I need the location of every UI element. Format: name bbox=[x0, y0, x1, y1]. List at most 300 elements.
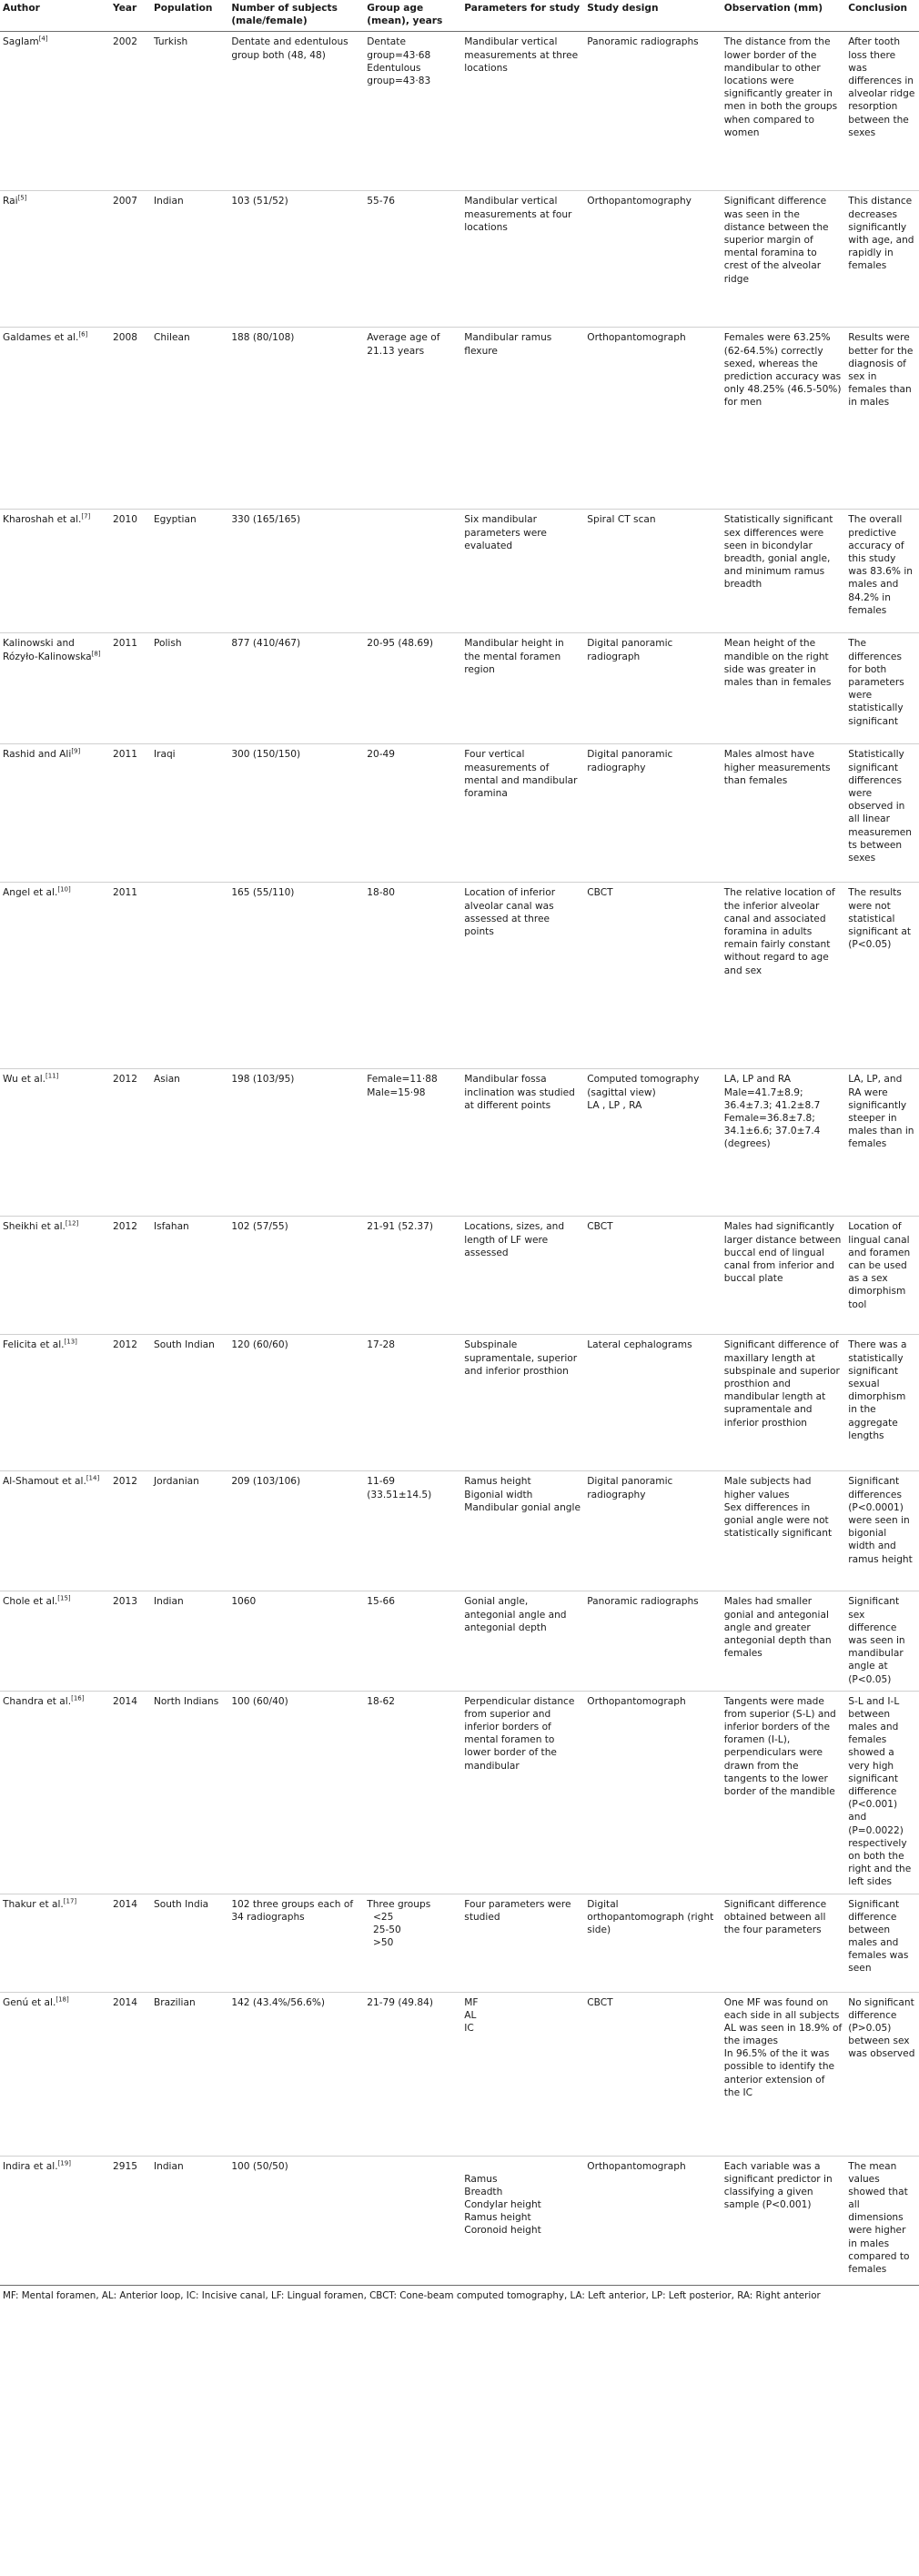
group-age-cell-line: >50 bbox=[367, 1937, 394, 1949]
subjects-cell-line: 103 (51/52) bbox=[231, 196, 288, 207]
author-name: Angel et al. bbox=[3, 887, 58, 899]
group-age-cell-line: 20-95 (48.69) bbox=[367, 638, 433, 650]
conclusion-cell bbox=[845, 1471, 919, 1591]
table-row bbox=[0, 1217, 919, 1335]
observation-cell bbox=[722, 510, 846, 633]
parameters-cell-line: Six mandibular parameters were evaluated bbox=[464, 514, 550, 551]
parameters-cell-line: Locations, sizes, and length of LF were assessed bbox=[464, 1221, 568, 1258]
observation-cell-line: Male subjects had higher values bbox=[723, 1476, 814, 1500]
parameters-cell bbox=[461, 744, 584, 883]
parameters-cell-line: Mandibular ramus flexure bbox=[464, 332, 555, 357]
subjects-cell bbox=[228, 2156, 364, 2285]
population-cell: Egyptian bbox=[151, 510, 228, 633]
parameters-cell bbox=[461, 2156, 584, 2285]
table-footnote: MF: Mental foramen, AL: Anterior loop, IC: Incisive canal, LF: Lingual foramen, CBCT: Cone-beam computed tomography, LA: Left anterior, LP: Left posterior, RA: Right anterior bbox=[3, 2289, 821, 2301]
header-author: Author bbox=[0, 0, 110, 32]
conclusion-cell-line: Statistically significant differences were observed in all linear measurements between sexes bbox=[848, 749, 913, 864]
population-cell: Indian bbox=[151, 2156, 228, 2285]
observation-cell-line: The relative location of the inferior alveolar canal and associated foramina in adults remain fairly constant without regard to age and sex bbox=[723, 887, 839, 976]
year-cell: 2002 bbox=[110, 32, 151, 191]
observation-cell-line: Significant difference was seen in the distance between the superior margin of mental foramina to crest of the alveolar ridge bbox=[723, 196, 832, 285]
parameters-cell-line: Four parameters were studied bbox=[464, 1898, 574, 1923]
group-age-cell-line: 21-79 (49.84) bbox=[367, 1996, 433, 2008]
parameters-cell-line: IC bbox=[464, 2022, 474, 2034]
conclusion-cell-line: Significant difference between males and females was seen bbox=[848, 1898, 912, 1975]
conclusion-cell bbox=[845, 1691, 919, 1894]
study-design-cell-line: Computed tomography (sagittal view) bbox=[587, 1074, 702, 1098]
year-cell: 2014 bbox=[110, 1691, 151, 1894]
subjects-cell-line: 102 three groups each of 34 radiographs bbox=[231, 1898, 357, 1923]
subjects-cell-line: 877 (410/467) bbox=[231, 638, 301, 650]
parameters-cell-line bbox=[464, 2160, 581, 2173]
conclusion-cell-line: After tooth loss there was differences in alveolar ridge resorption between the sexes bbox=[848, 36, 918, 138]
author-name: Kharoshah et al. bbox=[3, 514, 82, 526]
table-header bbox=[0, 0, 919, 32]
observation-cell bbox=[722, 191, 846, 328]
group-age-cell-line: 15-66 bbox=[367, 1596, 396, 1608]
author-name: Thakur et al. bbox=[3, 1898, 64, 1910]
subjects-cell bbox=[228, 1894, 364, 1992]
year-cell: 2007 bbox=[110, 191, 151, 328]
parameters-cell bbox=[461, 1691, 584, 1894]
observation-cell bbox=[722, 1217, 846, 1335]
author-name: Galdames et al. bbox=[3, 332, 79, 344]
group-age-cell-line: 18-80 bbox=[367, 887, 396, 899]
conclusion-cell-line: The differences for both parameters were statistically significant bbox=[848, 638, 908, 727]
observation-cell-line: Males almost have higher measurements than females bbox=[723, 749, 833, 786]
conclusion-cell-line: The overall predictive accuracy of this study was 83.6% in males and 84.2% in females bbox=[848, 514, 916, 616]
group-age-cell-line: <25 bbox=[367, 1911, 394, 1923]
study-design-cell-line: Digital panoramic radiography bbox=[587, 749, 676, 773]
conclusion-cell bbox=[845, 633, 919, 744]
subjects-cell-line: 165 (55/110) bbox=[231, 887, 295, 899]
reference-number: [18] bbox=[56, 1995, 69, 2003]
conclusion-cell bbox=[845, 510, 919, 633]
parameters-cell-line: Mandibular height in the mental foramen region bbox=[464, 638, 568, 675]
parameters-cell bbox=[461, 1591, 584, 1691]
parameters-cell-line: Subspinale supramentale, superior and inferior prosthion bbox=[464, 1339, 581, 1377]
population-cell: Asian bbox=[151, 1069, 228, 1217]
study-design-cell bbox=[584, 1691, 721, 1894]
subjects-cell-line: Dentate and edentulous group both (48, 48) bbox=[231, 36, 352, 61]
population-cell: Jordanian bbox=[151, 1471, 228, 1591]
group-age-cell-line: (33.51±14.5) bbox=[367, 1489, 432, 1500]
conclusion-cell-line: Significant differences (P<0.0001) were seen in bigonial width and ramus height bbox=[848, 1476, 914, 1565]
population-cell: Isfahan bbox=[151, 1217, 228, 1335]
parameters-cell bbox=[461, 1992, 584, 2156]
conclusion-cell bbox=[845, 1069, 919, 1217]
study-design-cell-line: Digital panoramic radiograph bbox=[587, 638, 676, 662]
observation-cell-line: Sex differences in gonial angle were not statistically significant bbox=[723, 1501, 833, 1540]
subjects-cell bbox=[228, 1069, 364, 1217]
observation-cell-line: AL was seen in 18.9% of the images bbox=[723, 2022, 845, 2047]
subjects-cell-line: 120 (60/60) bbox=[231, 1339, 288, 1351]
header-subjects: Number of subjects (male/female) bbox=[228, 0, 364, 32]
table-row bbox=[0, 1069, 919, 1217]
group-age-cell-line: 25-50 bbox=[367, 1924, 401, 1935]
year-cell: 2010 bbox=[110, 510, 151, 633]
parameters-cell-line: Mandibular fossa inclination was studied at different points bbox=[464, 1074, 579, 1111]
author-name: Sheikhi et al. bbox=[3, 1221, 66, 1233]
group-age-cell bbox=[364, 328, 461, 510]
reference-number: [7] bbox=[81, 512, 91, 520]
parameters-cell-line: Breadth bbox=[464, 2186, 503, 2197]
year-cell: 2011 bbox=[110, 883, 151, 1069]
subjects-cell bbox=[228, 1335, 364, 1471]
parameters-cell-line: Mandibular gonial angle bbox=[464, 1501, 581, 1513]
subjects-cell-line: 100 (60/40) bbox=[231, 1695, 288, 1707]
parameters-cell bbox=[461, 32, 584, 191]
group-age-cell bbox=[364, 1992, 461, 2156]
group-age-cell bbox=[364, 633, 461, 744]
group-age-cell-line: 20-49 bbox=[367, 749, 396, 761]
parameters-cell-line: MF bbox=[464, 1996, 479, 2008]
study-design-cell-line: Spiral CT scan bbox=[587, 514, 656, 526]
author-name: Al-Shamout et al. bbox=[3, 1476, 86, 1488]
table-row bbox=[0, 744, 919, 883]
author-cell bbox=[0, 1471, 110, 1591]
reference-number: [12] bbox=[65, 1219, 79, 1227]
population-cell: Polish bbox=[151, 633, 228, 744]
reference-number: [15] bbox=[57, 1594, 71, 1602]
study-design-cell bbox=[584, 633, 721, 744]
subjects-cell bbox=[228, 883, 364, 1069]
header-observation: Observation (mm) bbox=[722, 0, 846, 32]
observation-cell bbox=[722, 883, 846, 1069]
study-design-cell bbox=[584, 2156, 721, 2285]
conclusion-cell-line: There was a statistically significant sexual dimorphism in the aggregate lengths bbox=[848, 1339, 910, 1441]
year-cell: 2012 bbox=[110, 1069, 151, 1217]
group-age-cell-line: Male=15·98 bbox=[367, 1086, 426, 1098]
group-age-cell-line bbox=[367, 2160, 458, 2173]
subjects-cell bbox=[228, 1591, 364, 1691]
parameters-cell-line: Perpendicular distance from superior and inferior borders of mental foramen to lower border of the mandibular bbox=[464, 1695, 578, 1772]
subjects-cell-line: 198 (103/95) bbox=[231, 1074, 295, 1086]
group-age-cell-line: 17-28 bbox=[367, 1339, 396, 1351]
group-age-cell-line: Female=11·88 bbox=[367, 1074, 438, 1086]
parameters-cell bbox=[461, 1471, 584, 1591]
observation-cell-line: Mean height of the mandible on the right side was greater in males than in females bbox=[723, 638, 833, 688]
observation-cell-line: LA, LP and RA Male=41.7±8.9; 36.4±7.3; 41.2±8.7 Female=36.8±7.8; 34.1±6.6; 37.0±7.4 (degrees) bbox=[723, 1074, 823, 1150]
subjects-cell-line: 188 (80/108) bbox=[231, 332, 295, 344]
table-row bbox=[0, 2156, 919, 2285]
table-row bbox=[0, 1894, 919, 1992]
population-cell: Chilean bbox=[151, 328, 228, 510]
author-cell bbox=[0, 2156, 110, 2285]
subjects-cell-line: 142 (43.4%/56.6%) bbox=[231, 1996, 326, 2008]
group-age-cell-line: 55-76 bbox=[367, 196, 396, 207]
parameters-cell-line: AL bbox=[464, 2009, 477, 2021]
parameters-cell bbox=[461, 1335, 584, 1471]
study-design-cell-line: Panoramic radiographs bbox=[587, 1596, 699, 1608]
population-cell: Indian bbox=[151, 1591, 228, 1691]
author-cell bbox=[0, 1691, 110, 1894]
conclusion-cell-line: Results were better for the diagnosis of sex in females than in males bbox=[848, 332, 916, 409]
header-conclusion: Conclusion bbox=[845, 0, 919, 32]
observation-cell-line: Significant difference obtained between all the four parameters bbox=[723, 1898, 830, 1935]
table-row bbox=[0, 328, 919, 510]
year-cell: 2014 bbox=[110, 1992, 151, 2156]
study-design-cell-line: Digital panoramic radiography bbox=[587, 1476, 676, 1500]
group-age-cell bbox=[364, 1471, 461, 1591]
subjects-cell-line: 209 (103/106) bbox=[231, 1476, 301, 1488]
parameters-cell-line: Ramus bbox=[464, 2173, 498, 2185]
reference-number: [13] bbox=[64, 1338, 77, 1346]
table-row bbox=[0, 32, 919, 191]
header-row bbox=[0, 0, 919, 32]
author-name: Saglam bbox=[3, 36, 39, 48]
observation-cell-line: Statistically significant sex differences were seen in bicondylar breadth, gonial angle, and minimum ramus breadth bbox=[723, 514, 836, 591]
reference-number: [11] bbox=[45, 1072, 59, 1080]
observation-cell bbox=[722, 1894, 846, 1992]
observation-cell-line: Tangents were made from superior (S-L) and inferior borders of the foramen (I-L), perpendiculars were drawn from the tangents to the lower border of the mandible bbox=[723, 1695, 840, 1797]
reference-number: [9] bbox=[71, 747, 81, 755]
conclusion-cell-line: S-L and I-L between males and females showed a very high significant difference (P<0.001) and (P=0.0022) respectively on both the right and the left sides bbox=[848, 1695, 914, 1888]
study-design-cell bbox=[584, 510, 721, 633]
author-name: Chandra et al. bbox=[3, 1695, 72, 1707]
author-cell bbox=[0, 883, 110, 1069]
parameters-cell-line: Ramus height bbox=[464, 2212, 531, 2224]
table-row bbox=[0, 1591, 919, 1691]
subjects-cell bbox=[228, 1217, 364, 1335]
author-cell bbox=[0, 191, 110, 328]
subjects-cell bbox=[228, 328, 364, 510]
year-cell: 2012 bbox=[110, 1471, 151, 1591]
reference-number: [8] bbox=[91, 650, 101, 658]
author-cell bbox=[0, 1335, 110, 1471]
population-cell: Indian bbox=[151, 191, 228, 328]
group-age-cell bbox=[364, 2156, 461, 2285]
study-design-cell-line: Panoramic radiographs bbox=[587, 36, 699, 48]
parameters-cell-line: Mandibular vertical measurements at four locations bbox=[464, 196, 575, 233]
group-age-cell-line: 18-62 bbox=[367, 1695, 396, 1707]
study-design-cell-line: CBCT bbox=[587, 1221, 613, 1233]
study-design-cell-line: Orthopantomography bbox=[587, 196, 692, 207]
group-age-cell-line: Dentate group=43·68 bbox=[367, 36, 431, 61]
group-age-cell bbox=[364, 1069, 461, 1217]
conclusion-cell bbox=[845, 328, 919, 510]
study-design-cell bbox=[584, 1992, 721, 2156]
observation-cell bbox=[722, 1691, 846, 1894]
observation-cell bbox=[722, 1335, 846, 1471]
table-row bbox=[0, 510, 919, 633]
header-group-age: Group age (mean), years bbox=[364, 0, 461, 32]
study-design-cell-line: Orthopantomograph bbox=[587, 2160, 686, 2172]
author-cell bbox=[0, 1992, 110, 2156]
group-age-cell-line: Three groups bbox=[367, 1898, 431, 1910]
subjects-cell bbox=[228, 633, 364, 744]
group-age-cell bbox=[364, 1335, 461, 1471]
study-design-cell bbox=[584, 191, 721, 328]
parameters-cell bbox=[461, 1894, 584, 1992]
author-cell bbox=[0, 1069, 110, 1217]
author-cell bbox=[0, 1591, 110, 1691]
subjects-cell bbox=[228, 1471, 364, 1591]
study-design-cell-line: Lateral cephalograms bbox=[587, 1339, 692, 1351]
author-cell bbox=[0, 510, 110, 633]
subjects-cell-line: 100 (50/50) bbox=[231, 2160, 288, 2172]
study-design-cell bbox=[584, 744, 721, 883]
table-row bbox=[0, 1992, 919, 2156]
parameters-cell bbox=[461, 510, 584, 633]
observation-cell-line: The distance from the lower border of the mandibular to other locations were significantly greater in men in both the groups when compared to women bbox=[723, 36, 841, 138]
parameters-cell-line: Gonial angle, antegonial angle and antegonial depth bbox=[464, 1596, 570, 1633]
observation-cell bbox=[722, 32, 846, 191]
conclusion-cell-line: The results were not statistical significant at (P<0.05) bbox=[848, 887, 914, 951]
conclusion-cell-line: Significant sex difference was seen in mandibular angle at (P<0.05) bbox=[848, 1596, 908, 1685]
population-cell bbox=[151, 883, 228, 1069]
reference-number: [10] bbox=[57, 885, 71, 894]
group-age-cell bbox=[364, 1894, 461, 1992]
group-age-cell bbox=[364, 32, 461, 191]
population-cell: South Indian bbox=[151, 1335, 228, 1471]
parameters-cell bbox=[461, 633, 584, 744]
group-age-cell bbox=[364, 744, 461, 883]
table-row bbox=[0, 1471, 919, 1591]
conclusion-cell-line: No significant difference (P>0.05) between sex was observed bbox=[848, 1996, 918, 2060]
study-design-cell bbox=[584, 1069, 721, 1217]
observation-cell bbox=[722, 633, 846, 744]
reference-number: [14] bbox=[86, 1474, 100, 1482]
conclusion-cell bbox=[845, 1591, 919, 1691]
observation-cell bbox=[722, 1069, 846, 1217]
author-cell bbox=[0, 633, 110, 744]
group-age-cell-line: 21-91 (52.37) bbox=[367, 1221, 433, 1233]
table-row bbox=[0, 633, 919, 744]
observation-cell bbox=[722, 744, 846, 883]
year-cell: 2915 bbox=[110, 2156, 151, 2285]
observation-cell-line: Males had significantly larger distance between buccal end of lingual canal from inferior and buccal plate bbox=[723, 1221, 844, 1285]
reference-number: [4] bbox=[38, 35, 48, 43]
conclusion-cell bbox=[845, 2156, 919, 2285]
header-year: Year bbox=[110, 0, 151, 32]
year-cell: 2012 bbox=[110, 1335, 151, 1471]
study-design-cell bbox=[584, 1591, 721, 1691]
conclusion-cell bbox=[845, 1894, 919, 1992]
year-cell: 2011 bbox=[110, 633, 151, 744]
study-design-cell bbox=[584, 1894, 721, 1992]
group-age-cell bbox=[364, 191, 461, 328]
parameters-cell bbox=[461, 883, 584, 1069]
author-name: Indira et al. bbox=[3, 2160, 58, 2172]
parameters-cell-line: Condylar height bbox=[464, 2199, 541, 2211]
parameters-cell-line: Bigonial width bbox=[464, 1489, 533, 1500]
subjects-cell bbox=[228, 191, 364, 328]
group-age-cell bbox=[364, 883, 461, 1069]
observation-cell-line: Significant difference of maxillary length at subspinale and superior prosthion and mandibular length at supramentale and inferior prosthion bbox=[723, 1339, 843, 1429]
author-name: Genú et al. bbox=[3, 1996, 56, 2008]
reference-number: [5] bbox=[17, 194, 27, 202]
author-name: Rai bbox=[3, 196, 18, 207]
conclusion-cell bbox=[845, 744, 919, 883]
parameters-cell-line: Location of inferior alveolar canal was assessed at three points bbox=[464, 887, 559, 937]
study-design-cell-line: Digital orthopantomograph (right side) bbox=[587, 1898, 717, 1935]
conclusion-cell bbox=[845, 1217, 919, 1335]
study-design-cell bbox=[584, 1217, 721, 1335]
observation-cell-line: In 96.5% of the it was possible to identify the anterior extension of the IC bbox=[723, 2048, 838, 2098]
year-cell: 2012 bbox=[110, 1217, 151, 1335]
author-name: Kalinowski and Rózyło-Kalinowska bbox=[3, 638, 92, 662]
study-design-cell-line: CBCT bbox=[587, 1996, 613, 2008]
author-cell bbox=[0, 32, 110, 191]
table-row bbox=[0, 1691, 919, 1894]
year-cell: 2008 bbox=[110, 328, 151, 510]
observation-cell-line: Each variable was a significant predictor in classifying a given sample (P<0.001) bbox=[723, 2160, 836, 2211]
study-design-cell bbox=[584, 1471, 721, 1591]
observation-cell bbox=[722, 1992, 846, 2156]
conclusion-cell-line: Location of lingual canal and foramen can be used as a sex dimorphism tool bbox=[848, 1221, 914, 1310]
conclusion-cell bbox=[845, 191, 919, 328]
group-age-cell bbox=[364, 1217, 461, 1335]
author-cell bbox=[0, 1217, 110, 1335]
author-cell bbox=[0, 744, 110, 883]
year-cell: 2011 bbox=[110, 744, 151, 883]
observation-cell-line: Males had smaller gonial and antegonial angle and greater antegonial depth than females bbox=[723, 1596, 834, 1660]
author-name: Felicita et al. bbox=[3, 1339, 65, 1351]
subjects-cell bbox=[228, 32, 364, 191]
group-age-cell-line bbox=[367, 513, 458, 526]
parameters-cell bbox=[461, 328, 584, 510]
parameters-cell-line: Four vertical measurements of mental and mandibular foramina bbox=[464, 749, 581, 799]
population-cell: North Indians bbox=[151, 1691, 228, 1894]
subjects-cell-line: 102 (57/55) bbox=[231, 1221, 288, 1233]
group-age-cell bbox=[364, 510, 461, 633]
reference-number: [16] bbox=[71, 1694, 85, 1702]
study-design-cell bbox=[584, 883, 721, 1069]
conclusion-cell-line: LA, LP, and RA were significantly steeper in males than in females bbox=[848, 1074, 917, 1150]
subjects-cell bbox=[228, 744, 364, 883]
population-cell: Brazilian bbox=[151, 1992, 228, 2156]
reference-number: [17] bbox=[63, 1896, 77, 1904]
conclusion-cell-line: The mean values showed that all dimensions were higher in males compared to females bbox=[848, 2160, 913, 2275]
subjects-cell bbox=[228, 1691, 364, 1894]
observation-cell bbox=[722, 1471, 846, 1591]
population-cell: Turkish bbox=[151, 32, 228, 191]
reference-number: [19] bbox=[57, 2158, 71, 2167]
observation-cell-line: Females were 63.25% (62-64.5%) correctly sexed, whereas the prediction accuracy was only 48.25% (46.5-50%) for men bbox=[723, 332, 844, 409]
observation-cell-line: One MF was found on each side in all subjects bbox=[723, 1996, 840, 2021]
study-design-cell bbox=[584, 1335, 721, 1471]
header-population: Population bbox=[151, 0, 228, 32]
header-study-design: Study design bbox=[584, 0, 721, 32]
parameters-cell bbox=[461, 1069, 584, 1217]
subjects-cell-line: 300 (150/150) bbox=[231, 749, 301, 761]
parameters-cell bbox=[461, 1217, 584, 1335]
year-cell: 2014 bbox=[110, 1894, 151, 1992]
subjects-cell-line: 330 (165/165) bbox=[231, 514, 301, 526]
subjects-cell bbox=[228, 1992, 364, 2156]
group-age-cell bbox=[364, 1691, 461, 1894]
parameters-cell-line: Ramus height bbox=[464, 1476, 531, 1488]
author-name: Rashid and Ali bbox=[3, 749, 72, 761]
author-cell bbox=[0, 1894, 110, 1992]
author-name: Chole et al. bbox=[3, 1596, 58, 1608]
group-age-cell bbox=[364, 1591, 461, 1691]
parameters-cell bbox=[461, 191, 584, 328]
observation-cell bbox=[722, 328, 846, 510]
group-age-cell-line: 11-69 bbox=[367, 1476, 396, 1488]
conclusion-cell bbox=[845, 32, 919, 191]
conclusion-cell bbox=[845, 1992, 919, 2156]
table-row bbox=[0, 883, 919, 1069]
parameters-cell-line: Mandibular vertical measurements at three locations bbox=[464, 36, 581, 74]
subjects-cell-line: 1060 bbox=[231, 1596, 257, 1608]
conclusion-cell-line: This distance decreases significantly with age, and rapidly in females bbox=[848, 196, 917, 272]
conclusion-cell bbox=[845, 883, 919, 1069]
group-age-cell-line: Average age of 21.13 years bbox=[367, 332, 443, 357]
parameters-cell-line: Coronoid height bbox=[464, 2225, 541, 2237]
study-design-cell-line: Orthopantomograph bbox=[587, 332, 686, 344]
